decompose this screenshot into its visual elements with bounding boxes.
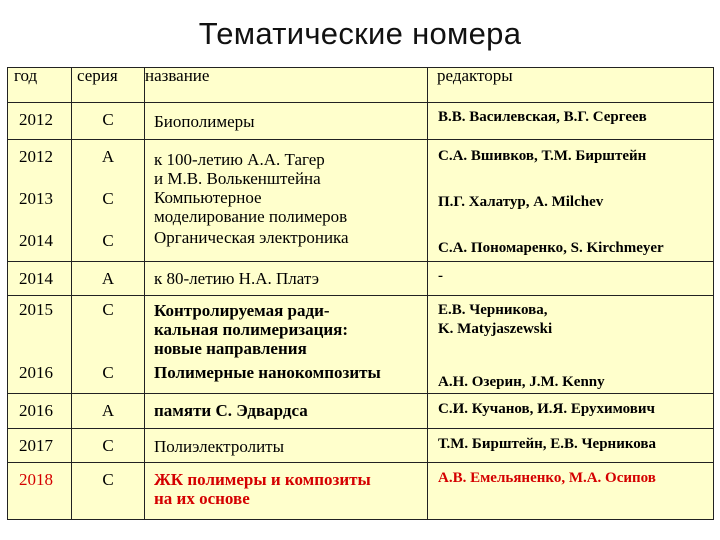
name-line: кальная полимеризация:	[154, 320, 349, 339]
table-row-group	[8, 296, 714, 394]
series-cell	[72, 296, 145, 394]
name-line: на их основе	[154, 489, 250, 508]
editors-cell: А.В. Емельяненко, М.А. Осипов	[428, 463, 714, 520]
year-value: 2016	[19, 363, 53, 382]
table-row-group	[8, 140, 714, 262]
series-value: С	[102, 363, 114, 382]
editors-line: А.Н. Озерин, J.M. Kenny	[438, 374, 605, 390]
table-row	[8, 262, 714, 296]
name-cell: памяти С. Эдвардса	[145, 394, 428, 429]
editors-line: С.А. Вшивков, Т.М. Бирштейн	[438, 148, 647, 164]
series-cell: С	[72, 103, 145, 140]
editors-cell	[428, 296, 714, 394]
year-cell: 2012	[8, 103, 72, 140]
year-cell	[8, 140, 72, 262]
series-cell: А	[72, 262, 145, 296]
page-title: Тематические номера	[198, 16, 522, 51]
thematic-issues-table	[7, 67, 714, 520]
editors-cell	[428, 140, 714, 262]
series-cell: С	[72, 429, 145, 463]
name-cell: к 80-летию Н.А. Платэ	[145, 262, 428, 296]
name-line: Органическая электроника	[154, 228, 349, 247]
table-header-row	[8, 68, 714, 103]
year-value: 2013	[19, 189, 53, 208]
name-line: новые направления	[154, 339, 307, 358]
year-cell	[8, 296, 72, 394]
name-line: ЖК полимеры и композиты	[154, 470, 371, 489]
name-cell: Полиэлектролиты	[145, 429, 428, 463]
series-value: А	[101, 147, 115, 166]
editors-cell: -	[428, 262, 714, 296]
series-cell: А	[72, 394, 145, 429]
editors-line: П.Г. Халатур, A. Milchev	[438, 194, 604, 210]
year-cell: 2014	[8, 262, 72, 296]
table-row	[8, 103, 714, 140]
name-line: Компьютерное	[154, 188, 262, 207]
series-cell: С	[72, 463, 145, 520]
year-cell: 2016	[8, 394, 72, 429]
year-value: 2015	[19, 300, 53, 319]
name-cell	[145, 140, 428, 262]
name-line: и М.В. Волькенштейна	[154, 169, 321, 188]
editors-cell: С.И. Кучанов, И.Я. Ерухимович	[428, 394, 714, 429]
year-cell: 2018	[8, 463, 72, 520]
editors-cell: Т.М. Бирштейн, Е.В. Черникова	[428, 429, 714, 463]
editors-line: Е.В. Черникова,	[438, 302, 548, 318]
header-name: название	[145, 68, 428, 103]
year-value: 2014	[19, 231, 53, 250]
header-year: год	[8, 68, 72, 103]
name-line: Полимерные нанокомпозиты	[154, 363, 381, 382]
series-value: С	[102, 300, 114, 319]
name-cell: Биополимеры	[145, 103, 428, 140]
series-value: С	[102, 231, 114, 250]
editors-line: С.А. Пономаренко, S. Kirchmeyer	[438, 240, 664, 256]
table-row	[8, 394, 714, 429]
name-cell	[145, 463, 428, 520]
name-line: к 100-летию А.А. Тагер	[154, 150, 325, 169]
series-value: С	[102, 189, 114, 208]
header-editors: редакторы	[428, 68, 714, 103]
year-value: 2012	[19, 147, 53, 166]
name-cell	[145, 296, 428, 394]
year-cell: 2017	[8, 429, 72, 463]
table-row	[8, 429, 714, 463]
name-line: Контролируемая ради-	[154, 301, 330, 320]
name-line: моделирование полимеров	[154, 207, 348, 226]
editors-line: K. Matyjaszewski	[438, 321, 553, 337]
editors-cell: В.В. Василевская, В.Г. Сергеев	[428, 103, 714, 140]
table-row	[8, 463, 714, 520]
header-series: серия	[72, 68, 145, 103]
series-cell	[72, 140, 145, 262]
